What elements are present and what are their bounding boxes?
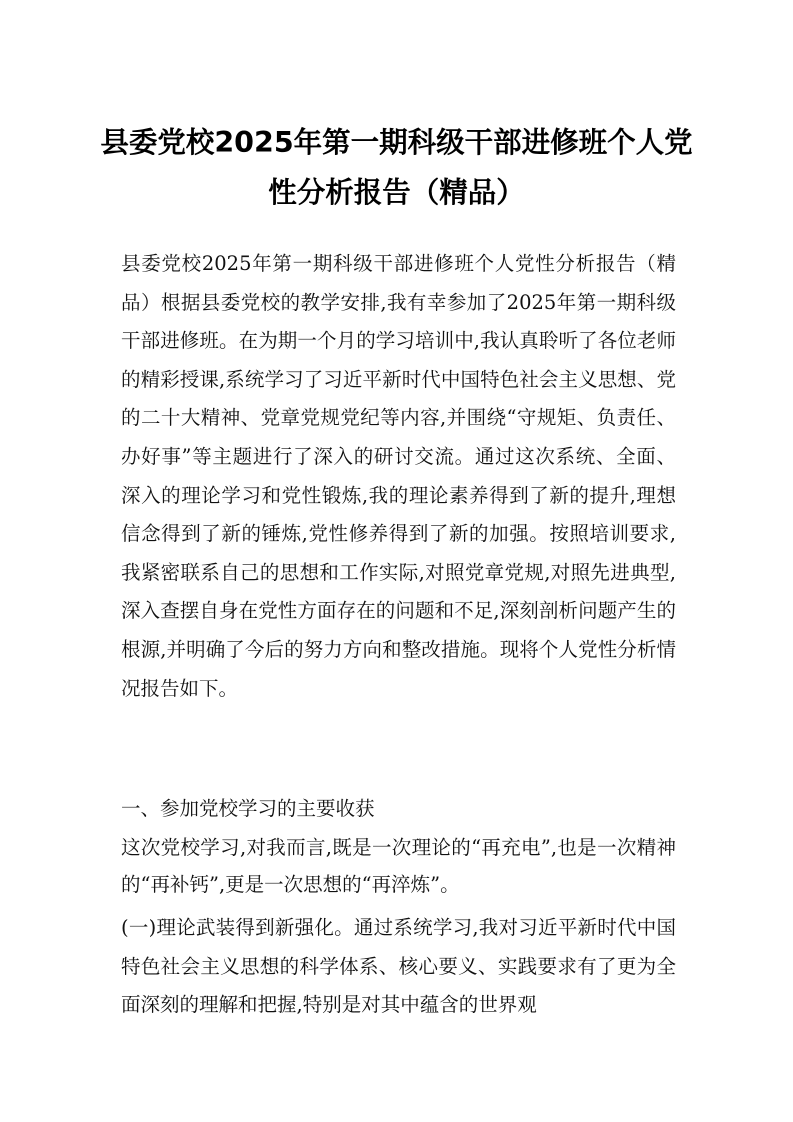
section-lead-paragraph: 这次党校学习,对我而言,既是一次理论的“再充电”,也是一次精神的“再补钙”,更是一次思想的“再淬炼”。 — [121, 836, 676, 896]
section-heading: 一、参加党校学习的主要收获 — [121, 797, 375, 820]
document-title: 县委党校2025年第一期科级干部进修班个人党性分析报告（精品） — [100, 126, 693, 209]
intro-paragraph: 县委党校2025年第一期科级干部进修班个人党性分析报告（精品）根据县委党校的教学安排,我有幸参加了2025年第一期科级干部进修班。在为期一个月的学习培训中,我认真聆听了各位老师的精彩授课,系统学习了习近平新时代中国特色社会主义思想、党的二十大精神、党章党规党纪等内容,并围绕“守规矩、负责任、办好事”等主题进行了深入的研讨交流。通过这次系统、全面、深入的理论学习和党性锻炼,我的理论素养得到了新的提升,理想信念得到了新的锤炼,党性修养得到了新的加强。按照培训要求,我紧密联系自己的思想和工作实际,对照党章党规,对照先进典型,深入查摆自身在党性方面存在的问题和不足,深刻剖析问题产生的根源,并明确了今后的努力方向和整改措施。现将个人党性分析情况报告如下。 — [121, 252, 676, 700]
point-one-paragraph: (一)理论武装得到新强化。通过系统学习,我对习近平新时代中国特色社会主义思想的科学体系、核心要义、实践要求有了更为全面深刻的理解和把握,特别是对其中蕴含的世界观 — [121, 916, 676, 1017]
